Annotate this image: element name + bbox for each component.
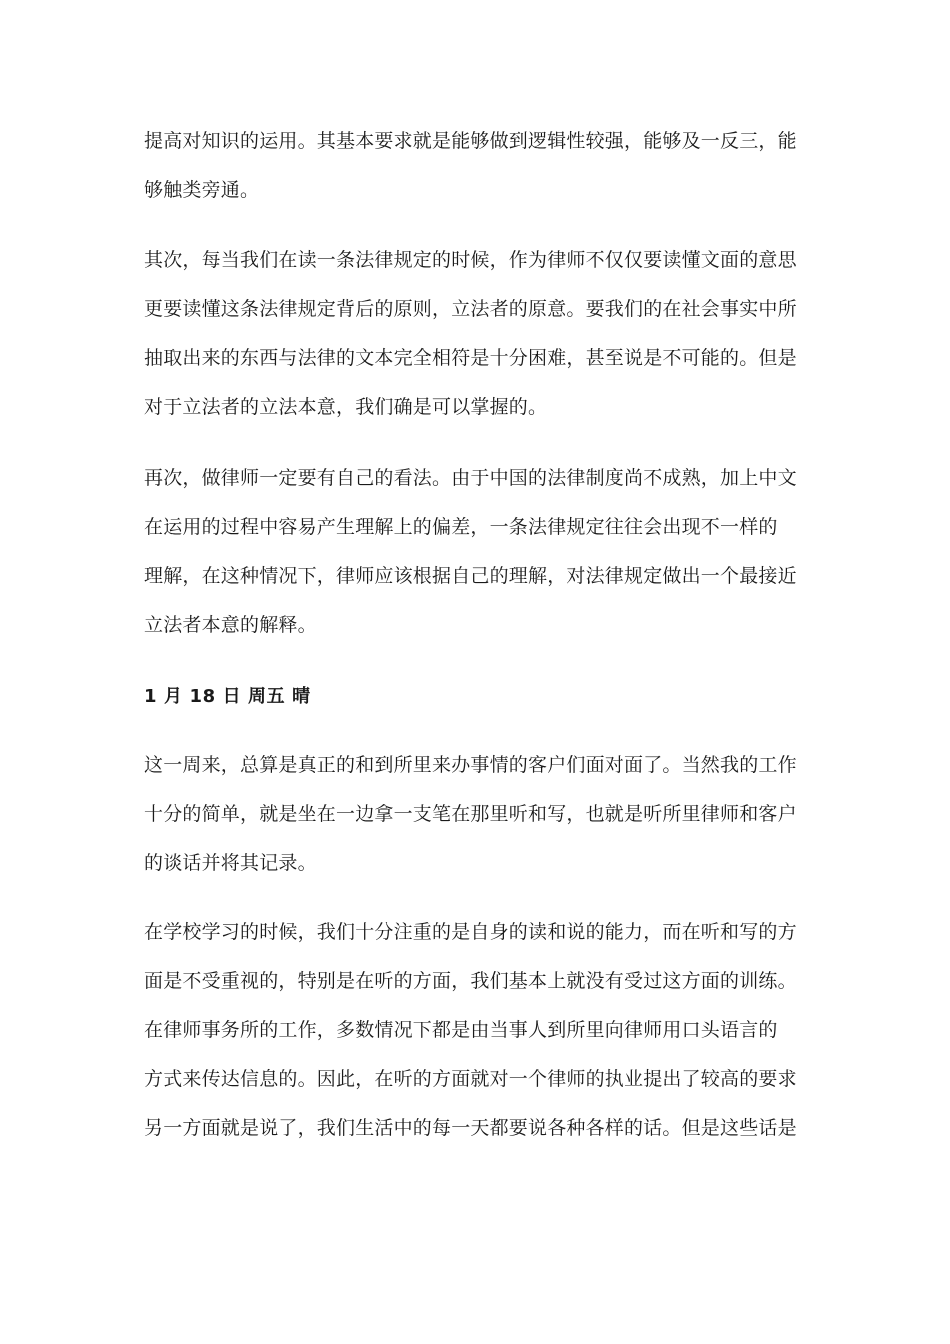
text-line: 理解，在这种情况下，律师应该根据自己的理解，对法律规定做出一个最接近 — [144, 565, 797, 587]
text-line: 更要读懂这条法律规定背后的原则，立法者的原意。要我们的在社会事实中所 — [144, 298, 797, 320]
date-heading: 1 月 18 日 周五 晴 — [144, 686, 311, 707]
text-line: 抽取出来的东西与法律的文本完全相符是十分困难，甚至说是不可能的。但是 — [144, 347, 797, 369]
text-line: 立法者本意的解释。 — [144, 614, 317, 636]
paragraph-legislative-intent — [144, 236, 812, 432]
text-line: 十分的简单，就是坐在一边拿一支笔在那里听和写，也就是听所里律师和客户 — [144, 803, 797, 825]
paragraph-knowledge-application — [144, 117, 812, 215]
text-line: 在运用的过程中容易产生理解上的偏差，一条法律规定往往会出现不一样的 — [144, 516, 778, 538]
text-line: 对于立法者的立法本意，我们确是可以掌握的。 — [144, 396, 548, 418]
text-line: 面是不受重视的，特别是在听的方面，我们基本上就没有受过这方面的训练。 — [144, 970, 797, 992]
text-line: 提高对知识的运用。其基本要求就是能够做到逻辑性较强，能够及一反三，能 — [144, 130, 797, 152]
text-line: 方式来传达信息的。因此，在听的方面就对一个律师的执业提出了较高的要求 — [144, 1068, 797, 1090]
text-line: 再次，做律师一定要有自己的看法。由于中国的法律制度尚不成熟，加上中文 — [144, 467, 797, 489]
paragraph-own-opinion — [144, 454, 812, 650]
date-heading-block — [144, 682, 812, 712]
text-line: 这一周来，总算是真正的和到所里来办事情的客户们面对面了。当然我的工作 — [144, 754, 797, 776]
paragraph-client-meetings — [144, 741, 812, 888]
text-line: 够触类旁通。 — [144, 179, 260, 201]
text-line: 的谈话并将其记录。 — [144, 852, 317, 874]
text-line: 另一方面就是说了，我们生活中的每一天都要说各种各样的话。但是这些话是 — [144, 1117, 797, 1139]
text-line: 其次，每当我们在读一条法律规定的时候，作为律师不仅仅要读懂文面的意思 — [144, 249, 797, 271]
paragraph-listening-skills — [144, 908, 812, 1153]
text-line: 在律师事务所的工作，多数情况下都是由当事人到所里向律师用口头语言的 — [144, 1019, 778, 1041]
text-line: 在学校学习的时候，我们十分注重的是自身的读和说的能力，而在听和写的方 — [144, 921, 797, 943]
